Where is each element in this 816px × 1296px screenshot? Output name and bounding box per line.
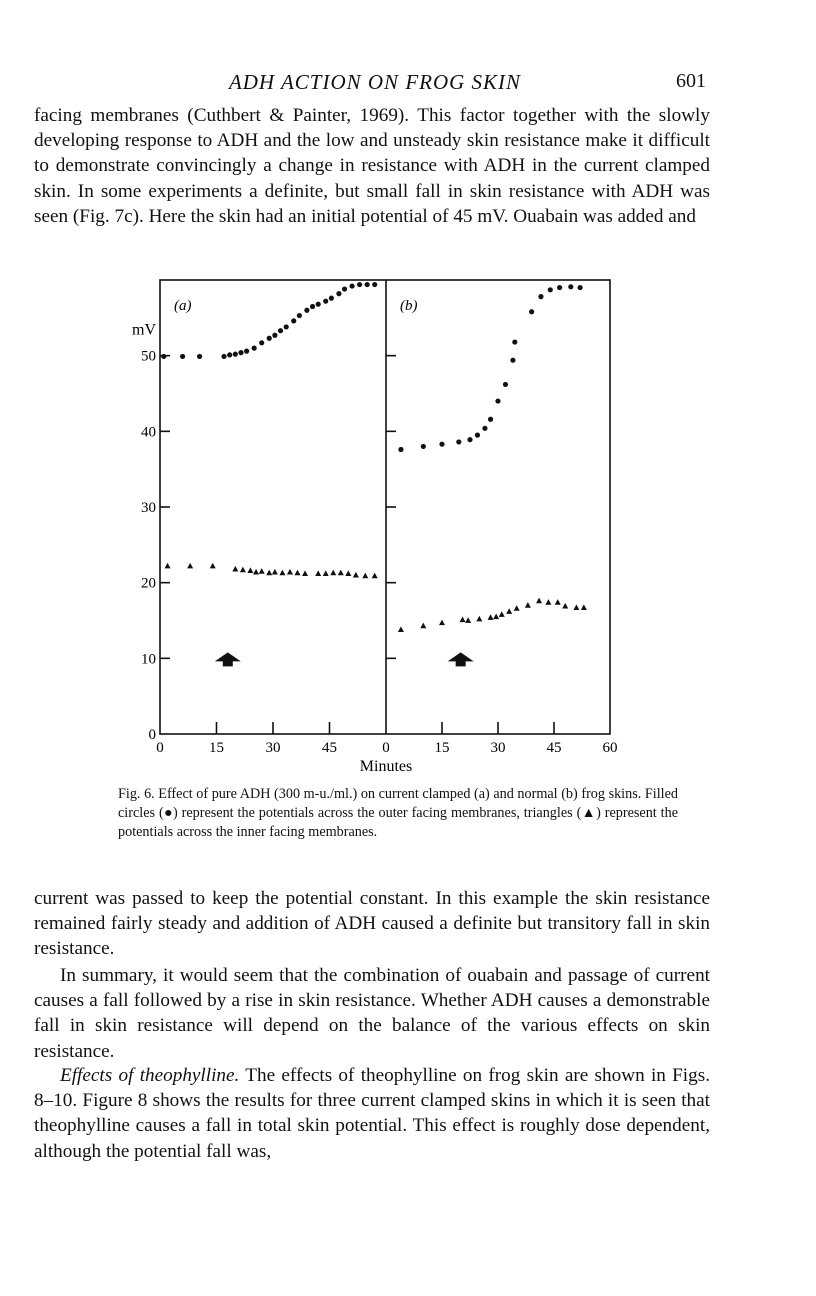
data-point-circle [456, 439, 461, 444]
data-point-circle [372, 282, 377, 287]
adh-addition-arrow [215, 652, 241, 666]
data-point-circle [329, 296, 334, 301]
data-point-circle [336, 291, 341, 296]
data-point-circle [316, 302, 321, 307]
data-point-circle [398, 447, 403, 452]
data-point-circle [342, 286, 347, 291]
section-title: Effects of theophylline. [60, 1065, 240, 1086]
data-point-triangle [581, 604, 587, 610]
x-tick-label: 15 [209, 740, 224, 756]
data-point-triangle [362, 573, 368, 579]
data-point-circle [323, 299, 328, 304]
data-point-circle [365, 282, 370, 287]
data-point-circle [252, 346, 257, 351]
data-point-triangle [330, 570, 336, 576]
data-point-circle [227, 352, 232, 357]
panel-b-label: (b) [400, 298, 418, 314]
chart-ticks [141, 349, 618, 756]
x-tick-label: 60 [602, 740, 618, 756]
data-point-circle [180, 354, 185, 359]
data-point-circle [529, 309, 534, 314]
x-tick-label: 30 [490, 740, 506, 756]
data-point-triangle [210, 563, 216, 569]
data-point-triangle [259, 568, 265, 574]
paragraph-2: current was passed to keep the potential constant. In this example the skin resistance remained fairly steady and addition of ADH caused a definite but transitory fall in skin resistance. [34, 888, 710, 960]
figure-6 [120, 268, 640, 788]
x-tick-label: 45 [546, 740, 562, 756]
data-point-circle [467, 437, 472, 442]
paragraph-1: facing membranes (Cuthbert & Painter, 1969). This factor together with the slowly developing response to ADH and the low and unsteady skin resistance make it difficult to demonstrate convincingly a change in resistance with ADH in the current clamped skin. In some experiments a definite, but small fall in skin resistance with ADH was seen (Fig. 7c). Here the skin had an initial potential of 45 mV. Ouabain was added and [34, 105, 710, 227]
data-point-circle [538, 294, 543, 299]
x-tick-label: 45 [322, 740, 337, 756]
data-point-triangle [506, 608, 512, 614]
panel-a-label: (a) [174, 298, 192, 314]
data-point-circle [482, 426, 487, 431]
data-point-circle [259, 340, 264, 345]
data-point-triangle [555, 599, 561, 605]
x-tick-label: 0 [156, 740, 164, 756]
data-point-triangle [345, 570, 351, 576]
y-axis-label: mV [132, 321, 156, 339]
data-point-triangle [353, 572, 359, 578]
y-tick-label: 40 [141, 424, 156, 441]
x-tick-label: 0 [382, 740, 390, 756]
chart-marks [161, 282, 587, 666]
y-tick-label: 50 [141, 348, 156, 365]
data-point-triangle [499, 611, 505, 617]
data-point-circle [304, 308, 309, 313]
data-point-triangle [287, 569, 293, 575]
data-point-circle [244, 349, 249, 354]
page-number: 601 [676, 70, 706, 92]
data-point-circle [475, 433, 480, 438]
data-point-circle [421, 444, 426, 449]
data-point-triangle [562, 603, 568, 609]
data-point-triangle [372, 573, 378, 579]
data-point-triangle [240, 567, 246, 573]
y-tick-label: 0 [148, 727, 156, 743]
paragraph-3: In summary, it would seem that the combination of ouabain and passage of current causes a fall followed by a rise in skin resistance. Whether ADH causes a demonstrable fall in skin resistance will depend on the balance of the various effects on skin resistance. [34, 965, 710, 1062]
data-point-circle [310, 304, 315, 309]
data-point-triangle [247, 567, 253, 573]
data-point-circle [557, 285, 562, 290]
data-point-circle [350, 283, 355, 288]
x-axis-label: Minutes [359, 758, 413, 775]
y-tick-label: 20 [141, 575, 156, 592]
data-point-triangle [525, 602, 531, 608]
data-point-triangle [476, 616, 482, 622]
data-point-circle [578, 285, 583, 290]
data-point-triangle [514, 605, 520, 611]
chart-axes [132, 298, 418, 775]
paragraph-4 [34, 1063, 710, 1164]
x-tick-label: 15 [434, 740, 450, 756]
y-tick-label: 10 [141, 651, 156, 668]
paragraph-4-body: The effects of theophylline on frog skin are shown in Figs. 8–10. Figure 8 shows the results for three current clamped skins in which it is seen that theophylline causes a fall in total skin potential. This effect is roughly dose dependent, although the potential fall was, [34, 1065, 711, 1162]
data-point-triangle [266, 570, 272, 576]
data-point-circle [568, 284, 573, 289]
data-point-triangle [272, 569, 278, 575]
data-point-circle [233, 352, 238, 357]
data-point-triangle [465, 617, 471, 623]
data-point-circle [297, 313, 302, 318]
data-point-triangle [573, 604, 579, 610]
x-tick-label: 30 [265, 740, 281, 756]
page-header [34, 70, 716, 100]
data-point-triangle [488, 614, 494, 620]
data-point-circle [291, 318, 296, 323]
data-point-triangle [279, 570, 285, 576]
data-point-circle [495, 398, 500, 403]
data-point-circle [267, 336, 272, 341]
data-point-circle [488, 417, 493, 422]
data-point-circle [272, 333, 277, 338]
data-point-triangle [302, 570, 308, 576]
data-point-circle [512, 339, 517, 344]
data-point-circle [161, 354, 166, 359]
data-point-circle [503, 382, 508, 387]
data-point-circle [357, 282, 362, 287]
data-point-triangle [315, 570, 321, 576]
data-point-triangle [493, 614, 499, 620]
data-point-triangle [420, 623, 426, 629]
data-point-triangle [323, 570, 329, 576]
data-point-circle [221, 354, 226, 359]
data-point-circle [510, 358, 515, 363]
data-point-triangle [232, 566, 238, 572]
data-point-triangle [439, 620, 445, 626]
data-point-circle [197, 354, 202, 359]
data-point-circle [284, 324, 289, 329]
data-point-circle [278, 328, 283, 333]
data-point-circle [439, 442, 444, 447]
figure-6-chart [120, 268, 640, 788]
adh-addition-arrow [448, 652, 474, 666]
data-point-triangle [338, 570, 344, 576]
data-point-triangle [398, 626, 404, 632]
running-title: ADH ACTION ON FROG SKIN [228, 70, 522, 94]
data-point-triangle [187, 563, 193, 569]
data-point-circle [548, 287, 553, 292]
data-point-triangle [460, 617, 466, 623]
data-point-triangle [536, 598, 542, 604]
data-point-triangle [253, 569, 259, 575]
figure-caption: Fig. 6. Effect of pure ADH (300 m-u./ml.) on current clamped (a) and normal (b) frog skins. Filled circles (●) represent the potentials across the outer facing membranes, triangles (▲) represent the potentials across the inner facing membranes. [118, 786, 678, 840]
data-point-triangle [294, 570, 300, 576]
data-point-triangle [165, 563, 171, 569]
data-point-triangle [545, 599, 551, 605]
y-tick-label: 30 [141, 500, 156, 516]
data-point-circle [238, 350, 243, 355]
